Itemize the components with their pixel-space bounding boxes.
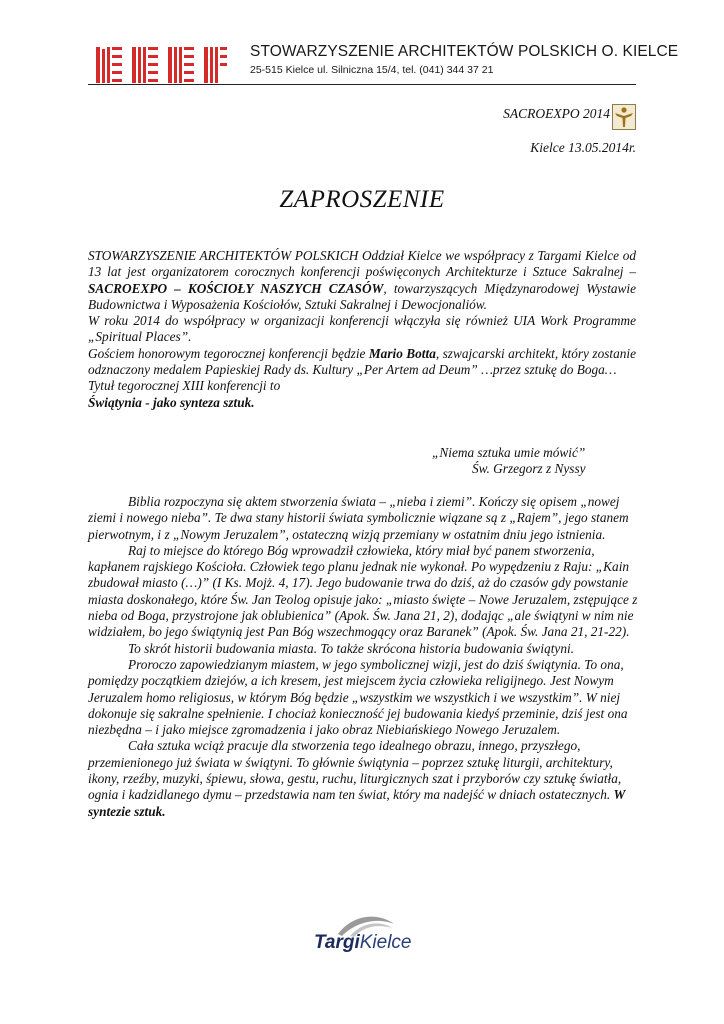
page-title: ZAPROSZENIE	[279, 186, 445, 213]
intro-paragraph-3: Gościem honorowym tegorocznej konferencji będzie Mario Botta, szwajcarski architekt, który zostanie odznaczony medalem Papieskiej Rady ds. Kultury „Per Artem ad Deum” …przez sztukę do Boga…	[88, 345, 636, 378]
letterhead	[88, 40, 679, 90]
essay-paragraph-1: Biblia rozpoczyna się aktem stworzenia świata – „nieba i ziemi”. Kończy się opisem „nowej ziemi i nowego nieba”. Te dwa stany historii świata symbolicznie wiązane są z „Rajem”, jego stanem pierwotnym, i z „Nowym Jeruzalem”, ostateczną wizją przemiany w ostatnim dniu jego istnienia.	[88, 494, 629, 542]
sacroexpo-logo-icon	[612, 104, 636, 130]
epigraph	[432, 445, 586, 478]
intro-paragraph-1: STOWARZYSZENIE ARCHITEKTÓW POLSKICH Oddział Kielce we współpracy z Targami Kielce od 13 lat jest organizatorem corocznych konferencji poświęconych Architekturze i Sztuce Sakralnej – SACROEXPO – KOŚCIOŁY NASZYCH CZASÓW, towarzyszących Międzynarodowej Wystawie Budownictwa i Wyposażenia Kościołów, Sztuki Sakralnej i Dewocjonaliów.	[88, 248, 636, 312]
essay-paragraph-3: To skrót historii budowania miasta. To także skrócona historia budowania świątyni.	[128, 640, 574, 656]
intro-paragraph-2: W roku 2014 do współpracy w organizacji konferencji włączyła się również UIA Work Programme „Spiritual Places”.	[88, 313, 636, 345]
event-label: SACROEXPO 2014	[503, 106, 610, 121]
org-address: 25-515 Kielce ul. Silniczna 15/4, tel. (041) 344 37 21	[250, 64, 494, 76]
intro-paragraph-4: Tytuł tegorocznej XIII konferencji to	[88, 378, 281, 394]
letterhead-divider	[88, 84, 636, 85]
letter-date: Kielce 13.05.2014r.	[530, 140, 636, 155]
epigraph-author: Św. Grzegorz z Nyssy	[472, 461, 586, 477]
sarp-logo-icon	[94, 45, 228, 85]
conference-theme: Świątynia - jako synteza sztuk.	[88, 394, 255, 410]
targi-kielce-wordmark: TargiKielce	[314, 932, 412, 953]
essay-paragraph-5: Cała sztuka wciąż pracuje dla stworzenia tego idealnego obrazu, innego, przyszłego, przemienionego już świata w świątyni. To głównie świątynia – poprzez sztukę liturgii, architektury, ikony, rzeźby, muzyki, śpiewu, słowa, gestu, ruchu, liturgicznych szat i przyborów czy sztukę światła, ognia i kadzidlanego dymu – przedstawia nam ten świat, który ma nadejść w dniach ostatecznych. W syntezie sztuk.	[88, 738, 626, 819]
intro-section	[88, 248, 636, 411]
essay-paragraph-2: Raj to miejsce do którego Bóg wprowadził człowieka, który miał być panem stworzenia, kapłanem rajskiego Kościoła. Człowiek tego planu jednak nie wykonał. Po wypędzeniu z Raju: „Kain zbudował miasto (…)” (I Ks. Mojż. 4, 17). Jego budowanie trwa do dziś, aż do czasów gdy powstanie miasta doskonałego, które Św. Jan Teolog opisuje jako: „miasto święte – Nowe Jeruzalem, zstępujące z nieba od Boga, przystrojone jak oblubienica” (Apok. Św. Jana 21, 2), dodając „ale świątyni w nim nie widziałem, bo jego świątynią jest Pan Bóg wszechmogący oraz Baranek” (Apok. Św. Jana 21, 21-22).	[88, 542, 638, 640]
essay-paragraph-4: Proroczo zapowiedzianym miastem, w jego symbolicznej wizji, jest do dziś świątynia. To ona, pomiędzy początkiem dziejów, a ich kresem, jest miejscem życia człowieka religijnego. Jest Nowym Jeruzalem homo religiosus, w którym Bóg będzie „wszystkim we wszystkich i we wszystkim”. W niej dokonuje się sakralne spełnienie. I chociaż konieczność jej budowania kiedyś przeminie, dziś jest ona niezbędna – i jako miejsce zgromadzenia i jako obraz Niebiańskiego Nowego Jeruzalem.	[88, 656, 628, 738]
epigraph-text: „Niema sztuka umie mówić”	[432, 445, 586, 460]
targi-kielce-logo	[298, 910, 428, 958]
org-name: STOWARZYSZENIE ARCHITEKTÓW POLSKICH O. KIELCE	[250, 43, 679, 60]
essay-section	[88, 494, 640, 820]
